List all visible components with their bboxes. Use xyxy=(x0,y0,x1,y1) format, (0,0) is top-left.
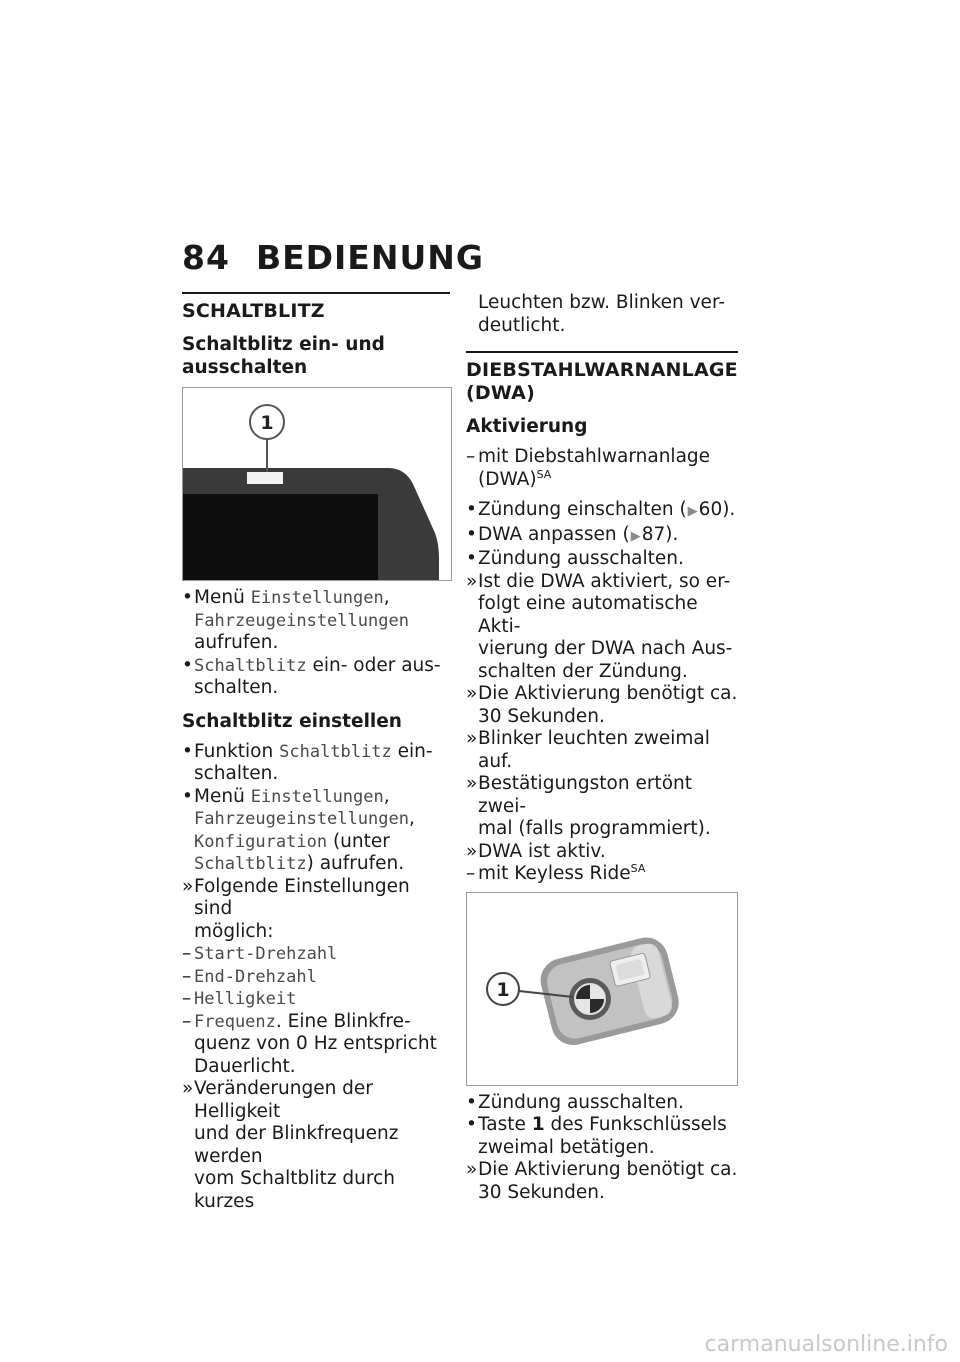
option-item xyxy=(182,988,450,1011)
condition-item xyxy=(466,446,738,491)
text: schalten. xyxy=(194,763,279,784)
callout-1-label: 1 xyxy=(260,412,274,434)
text: vom Schaltblitz durch kurzes xyxy=(194,1168,395,1212)
text: ein- xyxy=(397,740,433,762)
list-item xyxy=(182,786,450,876)
result-marker: » xyxy=(466,773,478,794)
text: schalten der Zündung. xyxy=(478,660,688,682)
result-item xyxy=(466,841,738,864)
text: Bestätigungston ertönt zwei- xyxy=(478,773,692,817)
result-item xyxy=(466,683,738,728)
text: ) aufrufen. xyxy=(306,853,405,874)
menu-path: Schaltblitz xyxy=(194,854,307,874)
text: Funktion xyxy=(194,740,274,762)
menu-path: Fahrzeugeinstellungen xyxy=(194,610,409,631)
text: (DWA) xyxy=(466,382,535,404)
result-item xyxy=(466,1159,738,1204)
menu-path: Einstellungen xyxy=(250,786,384,807)
bullet-marker: • xyxy=(466,548,477,569)
text: 30 Sekunden. xyxy=(478,1181,605,1203)
section-rule xyxy=(182,292,450,294)
dash-marker: – xyxy=(182,1010,192,1032)
menu-path: Schaltblitz xyxy=(279,741,392,762)
result-item xyxy=(182,1078,450,1213)
text: des Funkschlüssels xyxy=(550,1114,727,1135)
text: DWA ist aktiv. xyxy=(478,840,606,862)
menu-path: Einstellungen xyxy=(250,588,384,608)
result-marker: » xyxy=(182,1078,194,1099)
bullet-marker: • xyxy=(182,654,193,676)
option-name: Frequenz xyxy=(194,1011,276,1032)
menu-path: Schaltblitz xyxy=(194,655,307,676)
text: Blinker leuchten zweimal auf. xyxy=(478,728,710,772)
text: Zündung ausschalten. xyxy=(478,1091,684,1113)
bullet-marker: • xyxy=(182,785,193,807)
sa-badge: SA xyxy=(630,862,646,875)
page-reference[interactable]: 87). xyxy=(641,523,679,545)
page-number: 84 xyxy=(182,238,230,277)
option-item xyxy=(182,1011,450,1079)
figure-key-fob xyxy=(466,892,738,1086)
text: Veränderungen der Helligkeit xyxy=(194,1078,373,1122)
option-name: End-Drehzahl xyxy=(194,966,317,987)
option-name: Helligkeit xyxy=(194,989,297,1009)
section-title-schaltblitz: SCHALTBLITZ xyxy=(182,300,325,322)
list-item xyxy=(466,499,738,524)
key-callout-number: 1 xyxy=(531,1114,545,1135)
text: Menü xyxy=(194,587,245,608)
dash-marker: – xyxy=(466,863,476,884)
list-item xyxy=(466,1092,738,1115)
text: Die Aktivierung benötigt ca. xyxy=(478,683,738,704)
menu-path: Fahrzeugeinstellungen xyxy=(194,809,409,829)
text: Ist die DWA aktiviert, so er- xyxy=(478,570,731,592)
text: Zündung einschalten ( xyxy=(478,499,687,520)
bullet-marker: • xyxy=(466,1091,477,1113)
text: Folgende Einstellungen sind xyxy=(194,875,410,919)
text: DIEBSTAHLWARNANLAGE xyxy=(466,359,738,381)
sa-badge: SA xyxy=(536,467,552,481)
text: 30 Sekunden. xyxy=(478,705,605,727)
result-marker: » xyxy=(466,728,478,749)
bullet-marker: • xyxy=(466,1114,477,1135)
option-item xyxy=(182,943,450,966)
result-item xyxy=(466,571,738,684)
text: (unter xyxy=(332,830,390,852)
bullet-marker: • xyxy=(182,740,193,762)
text: vierung der DWA nach Aus- xyxy=(478,638,733,659)
list-item xyxy=(182,655,450,700)
page-header xyxy=(182,238,484,277)
display-illustration xyxy=(183,388,451,580)
text: quenz von 0 Hz entspricht xyxy=(194,1033,437,1054)
watermark-footer: carmanualsonline.info xyxy=(704,1332,948,1357)
menu-path: Konfiguration xyxy=(194,831,328,852)
text: Leuchten bzw. Blinken ver- xyxy=(478,292,726,313)
option-item xyxy=(182,966,450,989)
result-item xyxy=(466,773,738,841)
text: , xyxy=(383,587,390,608)
result-item xyxy=(466,728,738,773)
list-item xyxy=(182,741,450,786)
text: mal (falls programmiert). xyxy=(478,818,711,839)
dash-marker: – xyxy=(182,988,192,1009)
text: Zündung ausschalten. xyxy=(478,548,684,569)
text: mit Diebstahlwarnanlage xyxy=(478,446,711,467)
dash-marker: – xyxy=(466,446,476,467)
right-column xyxy=(466,292,738,1204)
text: aufrufen. xyxy=(194,632,279,653)
continued-text xyxy=(466,292,738,337)
subsection-title-aktivierung: Aktivierung xyxy=(466,416,588,437)
figure-display xyxy=(182,387,452,581)
section-rule xyxy=(466,351,738,353)
text: und der Blinkfrequenz werden xyxy=(194,1123,399,1167)
page-ref-arrow-icon: ▶ xyxy=(630,528,641,544)
left-column xyxy=(182,292,450,1213)
text: , xyxy=(383,785,390,807)
text: deutlicht. xyxy=(478,314,566,336)
dash-marker: – xyxy=(182,943,192,964)
list-item xyxy=(466,1114,738,1159)
text: . Eine Blinkfre- xyxy=(275,1010,411,1032)
text: DWA anpassen ( xyxy=(478,523,630,545)
list-item xyxy=(466,548,738,571)
bullet-marker: • xyxy=(466,523,477,545)
result-marker: » xyxy=(466,683,478,704)
chapter-title: BEDIENUNG xyxy=(255,238,484,277)
text: Die Aktivierung benötigt ca. xyxy=(478,1159,738,1180)
text: Menü xyxy=(194,785,245,807)
text: , xyxy=(408,808,415,829)
page-reference[interactable]: 60). xyxy=(698,499,736,520)
text: schalten. xyxy=(194,677,279,698)
text: Dauerlicht. xyxy=(194,1055,296,1077)
text: Taste xyxy=(478,1114,526,1135)
bullet-marker: • xyxy=(182,587,193,608)
text: zweimal betätigen. xyxy=(478,1136,655,1158)
page-ref-arrow-icon: ▶ xyxy=(687,504,698,519)
text: folgt eine automatische Akti- xyxy=(478,593,698,637)
subsection-title-ein-aus: Schaltblitz ein- und ausschalten xyxy=(182,334,385,378)
list-item xyxy=(466,524,738,549)
list-item xyxy=(182,587,450,655)
text: (DWA) xyxy=(478,468,537,490)
text: ein- oder aus- xyxy=(312,654,441,676)
bullet-marker: • xyxy=(466,499,477,520)
dash-marker: – xyxy=(182,965,192,987)
result-marker: » xyxy=(182,875,194,897)
callout-1-label: 1 xyxy=(496,978,510,1001)
condition-item xyxy=(466,863,738,886)
key-fob-illustration xyxy=(467,893,737,1085)
subsection-title-einstellen: Schaltblitz einstellen xyxy=(182,710,402,732)
result-marker: » xyxy=(466,1159,478,1180)
result-marker: » xyxy=(466,570,478,592)
text: mit Keyless Ride xyxy=(478,863,631,884)
result-item xyxy=(182,876,450,944)
result-marker: » xyxy=(466,840,478,862)
text: möglich: xyxy=(194,920,274,942)
section-title-dwa xyxy=(466,359,738,405)
option-name: Start-Drehzahl xyxy=(194,944,338,964)
